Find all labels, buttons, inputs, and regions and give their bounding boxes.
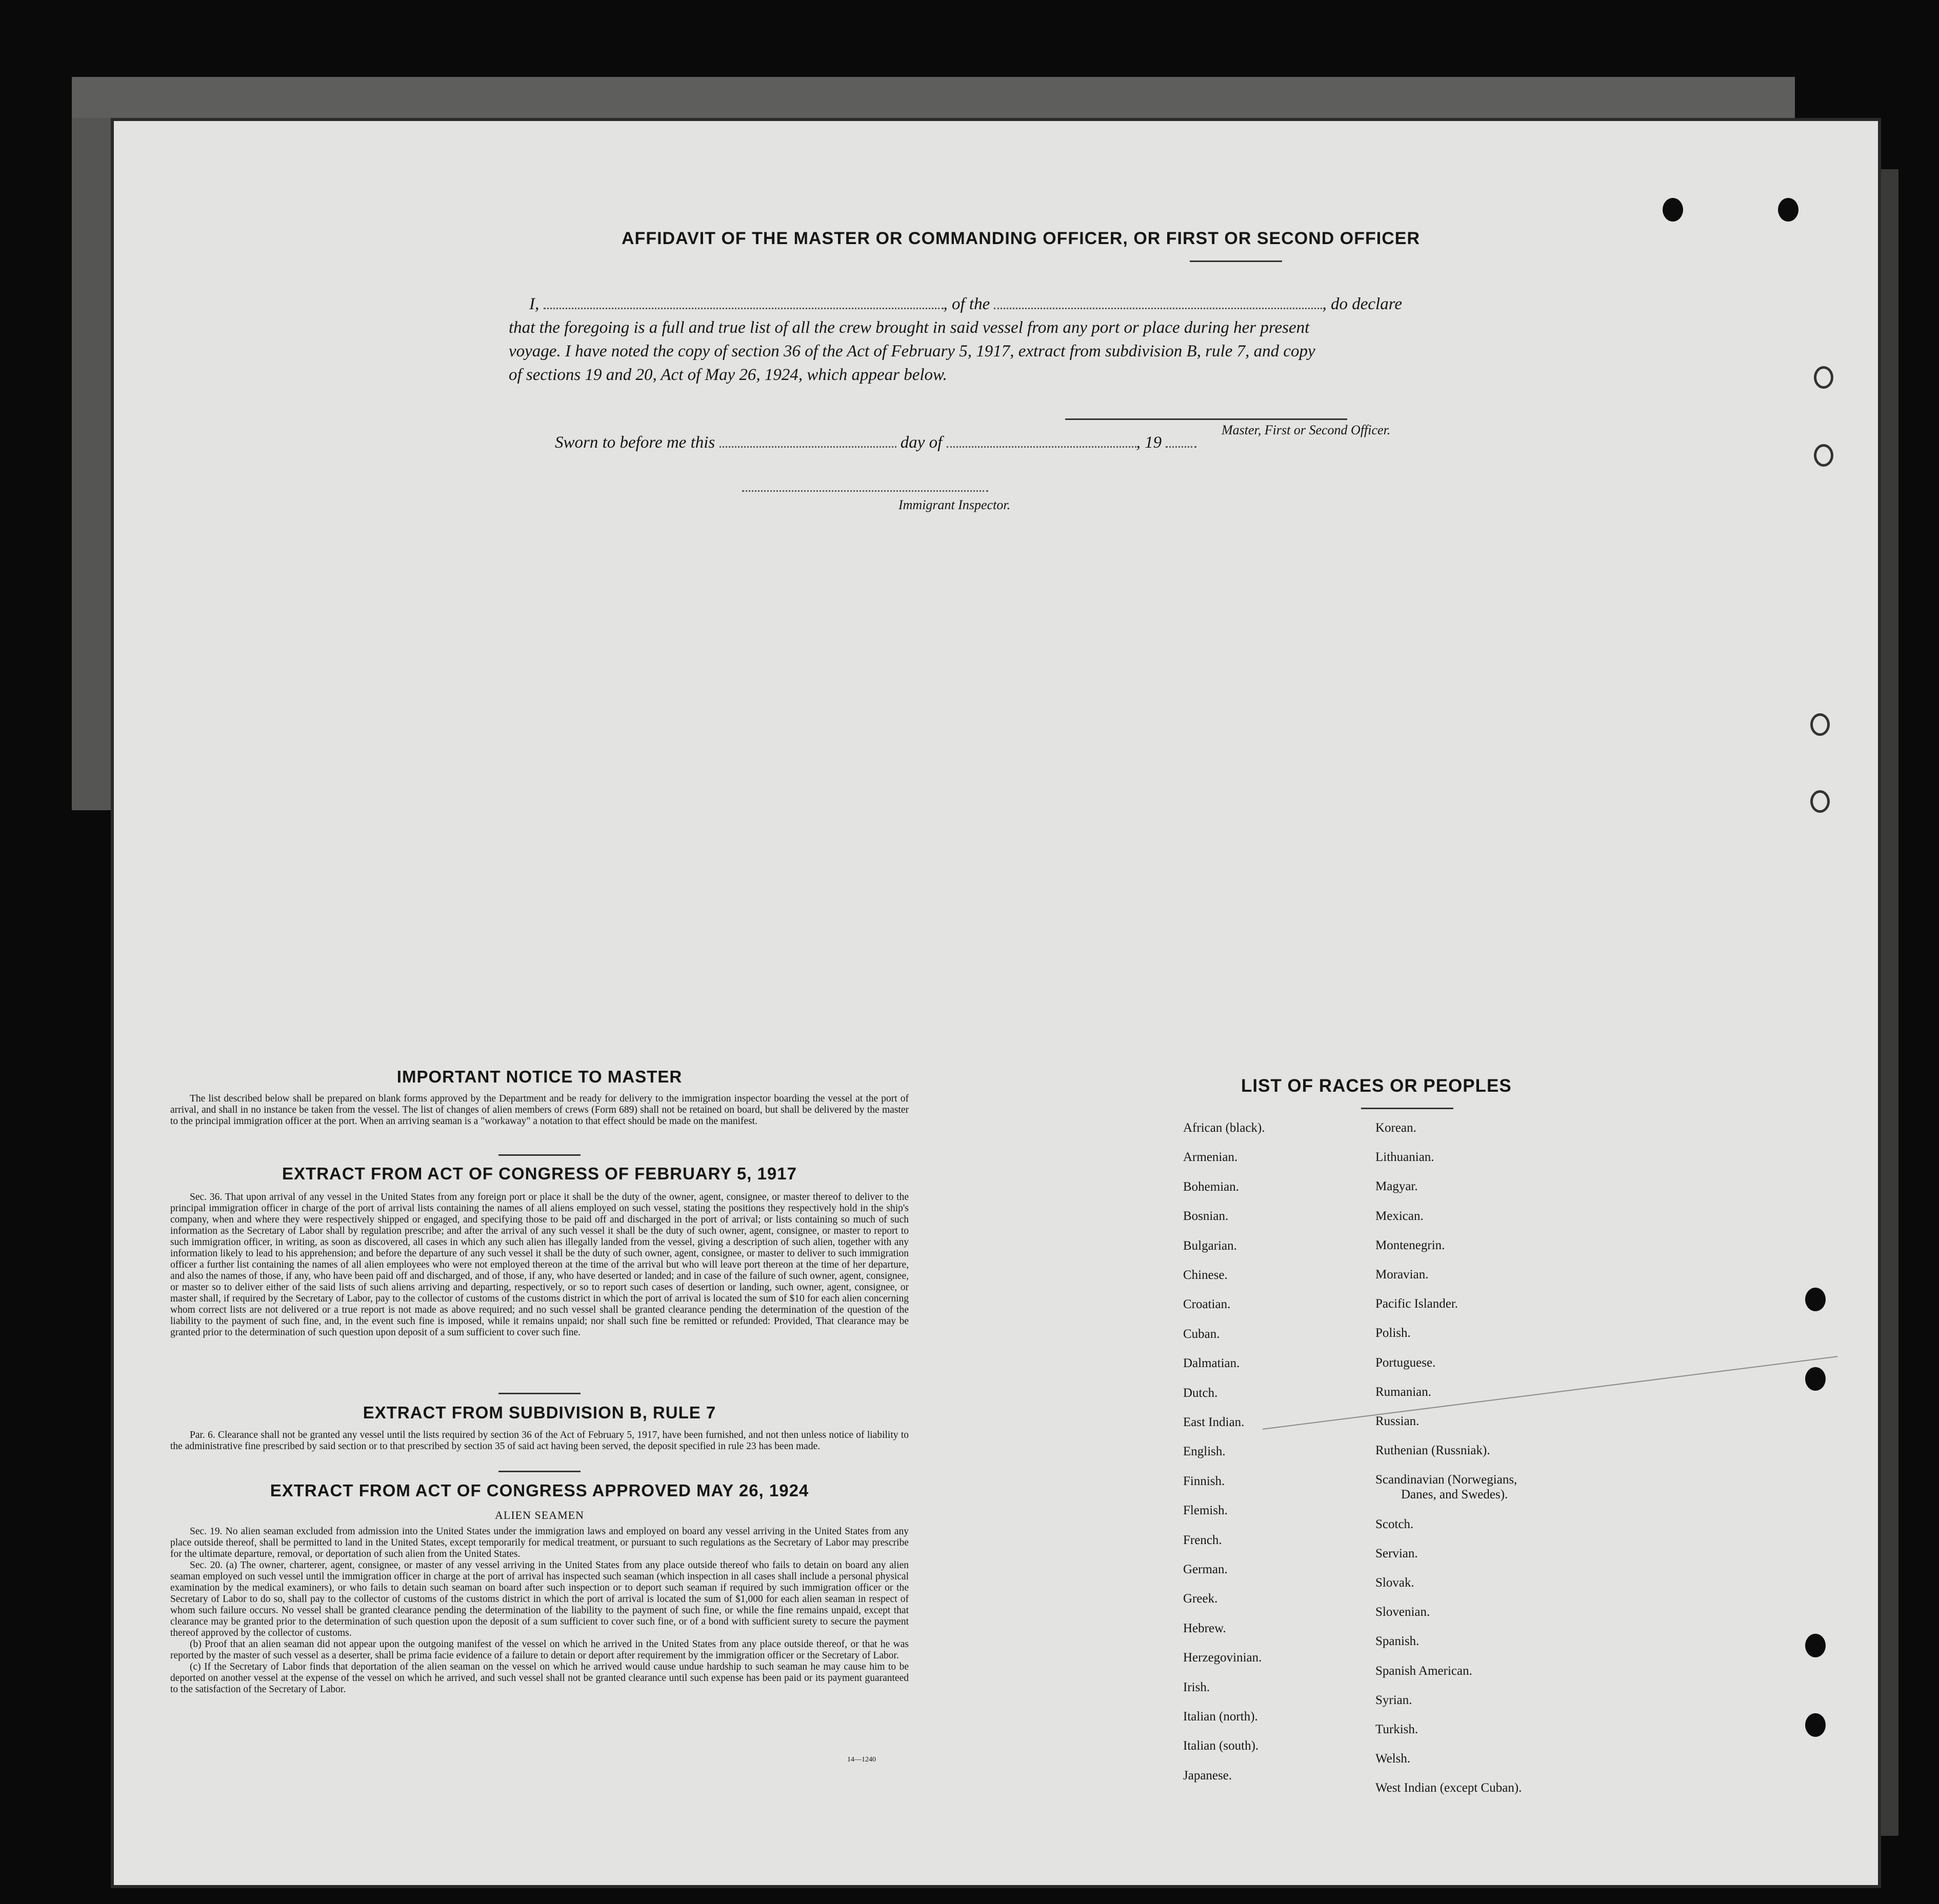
race-item: Hebrew. bbox=[1183, 1621, 1226, 1635]
race-item: Portuguese. bbox=[1375, 1355, 1436, 1370]
affidavit-title: AFFIDAVIT OF THE MASTER OR COMMANDING OFFICER, OR FIRST OR SECOND OFFICER bbox=[622, 229, 1420, 248]
race-item: Dalmatian. bbox=[1183, 1356, 1240, 1371]
sec-19-text: Sec. 19. No alien seaman excluded from admission into the United States under the immigration laws and employed on board any vessel arriving in the United States from any place outside thereof, shall be permitted to land in the United States, except temporarily for medical treatment, or pursuant to such regulations as the Secretary of Labor may prescribe for the ultimate departure, removal, or deportation of such alien from the United States. bbox=[170, 1526, 909, 1559]
binder-hole bbox=[1805, 1634, 1826, 1657]
binder-hole bbox=[1778, 198, 1798, 222]
race-item: Herzegovinian. bbox=[1183, 1651, 1262, 1665]
sec-20b-text: (b) Proof that an alien seaman did not appear upon the outgoing manifest of the vessel on which he arrived in the United States from any place outside thereof, or that he was reported by the master of such vessel as a deserter, shall be prima facie evidence of a failure to detain or deport after requirement by the immigration officer or the Secretary of Labor. bbox=[170, 1639, 909, 1661]
binder-hole bbox=[1805, 1367, 1826, 1391]
sworn-line bbox=[555, 431, 1196, 454]
binder-hole bbox=[1814, 444, 1833, 467]
race-item: English. bbox=[1183, 1445, 1226, 1459]
affidavit-title-rule bbox=[1190, 260, 1282, 262]
binder-hole bbox=[1805, 1713, 1826, 1737]
extract-1924-body bbox=[170, 1526, 909, 1695]
race-item: African (black). bbox=[1183, 1121, 1265, 1135]
extract-1917-text: Sec. 36. That upon arrival of any vessel in the United States from any foreign port or place it shall be the duty of the owner, agent, consignee, or master thereof to deliver to the principal immigration officer in charge of the port of arrival lists containing the names of all aliens employed on such vessel, stating the positions they respectively hold in the ship's company, when and where they were respectively shipped or engaged, and specifying those to be paid off and discharged in the port of arrival; or lists containing so much of such information as the Secretary of Labor shall by regulation prescribe; and after the arrival of any such vessel it shall be the duty of such owner, agent, consignee, or master to report to such immigration officer, in writing, as soon as discovered, all cases in which any such alien has illegally landed from the vessel, giving a description of such alien, together with any information likely to lead to his apprehension; and before the departure of any such vessel it shall be the duty of such owner, agent, consignee, or master to deliver to such immigration officer a further list containing the names of all alien employees who were not employed thereon at the time of the arrival but who will leave port thereon at the time of her departure, and also the names of those, if any, who have been paid off and discharged, and of those, if any, who have deserted or landed; and in case of the failure of such owner, agent, consignee, or master so to deliver either of the said lists of such aliens arriving and departing, respectively, or so to report such cases of desertion or landing, such owner, agent, consignee, or master shall, if required by the Secretary of Labor, pay to the collector of customs of the customs district in which the port of arrival is located the sum of $10 for each alien concerning whom correct lists are not delivered or a true report is not made as above required; and no such vessel shall be granted clearance pending the determination of the question of the liability to the payment of such fine, and, in the event such fine is imposed, while it remains unpaid; nor shall such fine be remitted or refunded: Provided, That clearance may be granted prior to the determination of such question upon deposit of a sum sufficient to cover such fine. bbox=[170, 1192, 909, 1338]
race-item: Moravian. bbox=[1375, 1268, 1429, 1281]
race-item: Pacific Islander. bbox=[1375, 1297, 1458, 1311]
extract-1917-rule bbox=[498, 1393, 581, 1394]
vessel-name-field[interactable] bbox=[994, 303, 1322, 309]
race-item: Croatian. bbox=[1183, 1297, 1231, 1312]
race-item: Polish. bbox=[1375, 1326, 1411, 1340]
race-item: Bulgarian. bbox=[1183, 1238, 1237, 1253]
races-title-rule bbox=[1361, 1108, 1453, 1109]
race-item: German. bbox=[1183, 1562, 1228, 1576]
race-item: Dutch. bbox=[1183, 1386, 1218, 1400]
declaration-do-declare: , do declare bbox=[1322, 295, 1402, 313]
declaration-line-4: of sections 19 and 20, Act of May 26, 1924, which appear below. bbox=[509, 366, 947, 384]
extract-1917-title: EXTRACT FROM ACT OF CONGRESS OF FEBRUARY 5, 1917 bbox=[282, 1164, 797, 1183]
declaration-i: I, bbox=[529, 295, 539, 313]
back-sheet-edge-left bbox=[72, 118, 118, 810]
sec-20a-text: Sec. 20. (a) The owner, charterer, agent, consignee, or master of any vessel arriving in the United States from any place outside thereof who fails to detain on board any alien seaman employed on such vessel until the immigration officer in charge at the port of arrival has inspected such seaman (which inspection in all cases shall include a personal physical examination by the medical examiners), or who fails to detain such seaman on board after such inspection or to deport such seaman if required by such immigration officer or the Secretary of Labor to do so, shall pay to the collector of customs of the customs district in which the port of arrival is located the sum of $1,000 for each alien seaman in respect of whom such failure occurs. No vessel shall be granted clearance pending the determination of the liability to the payment of such fine, or while the fine remains unpaid, except that clearance may be granted prior to the determination of such question upon the deposit of a sum sufficient to cover such fine, or of a bond with sufficient surety to secure the payment thereof approved by the collector of customs. bbox=[170, 1560, 909, 1638]
race-item: Slovenian. bbox=[1375, 1605, 1430, 1619]
race-item: West Indian (except Cuban). bbox=[1375, 1781, 1522, 1795]
declaration-line-3: voyage. I have noted the copy of section 36 of the Act of February 5, 1917, extract from subdivision B, rule 7, and copy bbox=[509, 342, 1315, 360]
race-item: Japanese. bbox=[1183, 1768, 1232, 1782]
notice-text: The list described below shall be prepared on blank forms approved by the Department and be ready for delivery to the immigration inspector boarding the vessel at the port of arrival, and shall in no instance be taken from the vessel. The list of changes of alien members of crews (Form 689) shall not be retained on board, but shall be delivered by the master to the principal immigration officer at the port. When an arriving seaman is a "workaway" a notation to that effect should be made on the manifest. bbox=[170, 1093, 909, 1127]
binder-hole bbox=[1663, 198, 1683, 222]
master-signature-label: Master, First or Second Officer. bbox=[1222, 423, 1391, 437]
alien-seamen-subtitle: ALIEN SEAMEN bbox=[495, 1509, 584, 1521]
race-item: Italian (south). bbox=[1183, 1739, 1259, 1753]
race-item: Scandinavian (Norwegians, bbox=[1375, 1473, 1517, 1487]
race-item: Greek. bbox=[1183, 1592, 1218, 1606]
race-item: Mexican. bbox=[1375, 1209, 1424, 1223]
sworn-year-field[interactable] bbox=[1166, 441, 1196, 448]
race-item: Chinese. bbox=[1183, 1268, 1228, 1282]
sworn-month-field[interactable] bbox=[947, 441, 1136, 448]
declaration-line-2: that the foregoing is a full and true list of all the crew brought in said vessel from any port or place during her present bbox=[509, 318, 1310, 337]
race-item: Korean. bbox=[1375, 1121, 1416, 1135]
races-title: LIST OF RACES OR PEOPLES bbox=[1241, 1076, 1512, 1096]
race-item: Bosnian. bbox=[1183, 1209, 1229, 1224]
race-item: Servian. bbox=[1375, 1546, 1418, 1560]
race-item: Cuban. bbox=[1183, 1327, 1220, 1341]
binder-hole bbox=[1810, 713, 1830, 736]
race-item: Italian (north). bbox=[1183, 1710, 1258, 1723]
race-item: Slovak. bbox=[1375, 1576, 1414, 1590]
affidavit-declaration bbox=[509, 292, 1493, 387]
extract-rule7-title: EXTRACT FROM SUBDIVISION B, RULE 7 bbox=[363, 1403, 716, 1422]
binder-hole bbox=[1814, 366, 1833, 389]
declaration-of-the: , of the bbox=[943, 295, 990, 313]
race-item: Irish. bbox=[1183, 1680, 1210, 1694]
binder-hole bbox=[1810, 790, 1830, 813]
sworn-day-of: day of bbox=[900, 433, 943, 452]
sworn-label: Sworn to before me this bbox=[555, 433, 715, 452]
back-sheet-edge-top bbox=[72, 77, 1795, 123]
race-item: East Indian. bbox=[1183, 1415, 1245, 1429]
binder-hole bbox=[1805, 1288, 1826, 1311]
back-sheet-edge-right bbox=[1878, 169, 1898, 1836]
race-item: Spanish American. bbox=[1375, 1664, 1472, 1678]
race-item: Rumanian. bbox=[1375, 1385, 1432, 1399]
race-item: Montenegrin. bbox=[1375, 1238, 1445, 1252]
notice-title: IMPORTANT NOTICE TO MASTER bbox=[396, 1067, 683, 1086]
extract-rule7-rule bbox=[498, 1471, 581, 1472]
manifest-page bbox=[114, 121, 1878, 1885]
race-item: Flemish. bbox=[1183, 1504, 1228, 1518]
race-item: Welsh. bbox=[1375, 1752, 1411, 1766]
race-item: Scotch. bbox=[1375, 1517, 1414, 1531]
inspector-label: Immigrant Inspector. bbox=[898, 497, 1011, 512]
inspector-signature-line bbox=[742, 490, 988, 492]
race-item: Turkish. bbox=[1375, 1722, 1418, 1736]
master-signature-line bbox=[1065, 418, 1347, 420]
race-item: Spanish. bbox=[1375, 1634, 1420, 1649]
pen-stroke bbox=[1263, 1356, 1837, 1430]
race-item: French. bbox=[1183, 1533, 1222, 1547]
sec-20c-text: (c) If the Secretary of Labor finds that deportation of the alien seaman on the vessel on which he arrived would cause undue hardship to such seaman he may cause him to be deported on another vessel at the expense of the vessel on which he arrived, and such vessel shall not be granted clearance until such expense has been paid or its payment guaranteed to the satisfaction of the Secretary of Labor. bbox=[170, 1661, 909, 1695]
master-name-field[interactable] bbox=[544, 303, 944, 309]
race-item: Ruthenian (Russniak). bbox=[1375, 1444, 1490, 1458]
race-item: Bohemian. bbox=[1183, 1179, 1240, 1194]
form-number: 14—1240 bbox=[847, 1756, 876, 1763]
race-item: Syrian. bbox=[1375, 1693, 1412, 1707]
race-item: Lithuanian. bbox=[1375, 1150, 1434, 1165]
race-item: Danes, and Swedes). bbox=[1401, 1488, 1508, 1502]
notice-rule bbox=[498, 1154, 581, 1156]
sworn-day-field[interactable] bbox=[719, 441, 896, 448]
sworn-year-prefix: , 19 bbox=[1136, 433, 1162, 452]
extract-1924-title: EXTRACT FROM ACT OF CONGRESS APPROVED MAY 26, 1924 bbox=[270, 1481, 809, 1500]
race-item: Russian. bbox=[1375, 1414, 1420, 1428]
extract-rule7-text: Par. 6. Clearance shall not be granted any vessel until the lists required by section 36 of the Act of February 5, 1917, have been furnished, and not then unless notice of liability to the administrative fine prescribed by said section or to that prescribed by section 35 of said act having been served, the deposit specified in rule 23 has been made. bbox=[170, 1430, 909, 1452]
race-item: Armenian. bbox=[1183, 1150, 1238, 1165]
race-item: Magyar. bbox=[1375, 1179, 1418, 1194]
race-item: Finnish. bbox=[1183, 1474, 1225, 1488]
